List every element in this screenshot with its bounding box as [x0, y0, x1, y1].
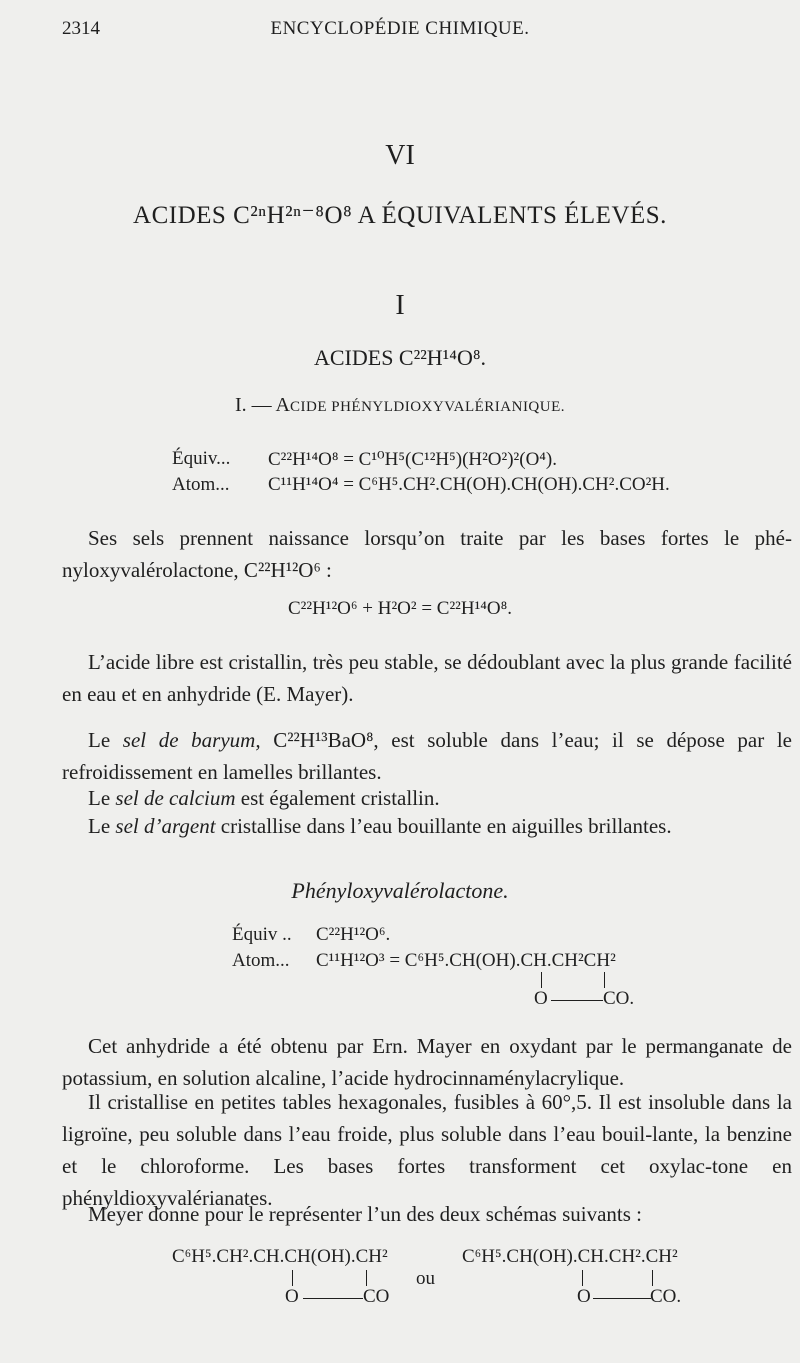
text: C²²H¹³BaO⁸, est soluble dans l’eau; il se dépose par le refroidissement en lamelles brillantes.: [62, 728, 792, 784]
salt-name-italic: sel de baryum,: [122, 728, 261, 752]
text: Le: [88, 728, 123, 752]
lactone-title: Phényloxyvalérolactone.: [291, 878, 509, 903]
page-number: 2314: [62, 18, 100, 39]
scheme-left-bond: [303, 1298, 363, 1299]
scheme-right-bond: [652, 1270, 653, 1286]
scheme-left-carbonyl: CO: [363, 1286, 390, 1307]
scheme-right-formula: C⁶H⁵.CH(OH).CH.CH².CH²: [462, 1246, 678, 1267]
lactone-atom-label: Atom...: [232, 950, 290, 971]
lactone-equiv-formula: C²²H¹²O⁶.: [316, 924, 391, 945]
paragraph-baryum: [62, 724, 792, 788]
scheme-left-bond: [292, 1270, 293, 1286]
ring-bond: [551, 1000, 603, 1001]
acid-heading-name: CIDE PHÉNYLDIOXYVALÉRIANIQUE.: [289, 399, 566, 415]
paragraph-argent: [62, 810, 792, 842]
subsection-title: ACIDES C²²H¹⁴O⁸.: [313, 345, 487, 370]
section-roman: VI: [385, 140, 415, 171]
acid-atom-formula: C¹¹H¹⁴O⁴ = C⁶H⁵.CH².CH(OH).CH(OH).CH².CO²H.: [268, 474, 670, 495]
subsection-roman: I: [395, 290, 405, 321]
text: Le: [88, 786, 116, 810]
scheme-right-carbonyl: CO.: [650, 1286, 682, 1307]
text: est également cristallin.: [235, 786, 440, 810]
lactone-atom-formula: C¹¹H¹²O³ = C⁶H⁵.CH(OH).CH.CH²CH²: [316, 950, 616, 971]
ring-oxygen: O: [534, 988, 548, 1009]
lactone-equiv-label: Équiv ..: [232, 924, 292, 945]
scheme-right-oxygen: O: [577, 1286, 591, 1307]
text: cristallise dans l’eau bouillante en aiguilles brillantes.: [215, 814, 672, 838]
scheme-or: ou: [416, 1268, 435, 1289]
scheme-left-formula: C⁶H⁵.CH².CH.CH(OH).CH²: [172, 1246, 388, 1267]
paragraph-sels: Ses sels prennent naissance lorsqu’on traite par les bases fortes le phé-nyloxyvalérolactone, C²²H¹²O⁶ :: [62, 526, 792, 582]
acid-heading-prefix: I. — A: [234, 394, 290, 416]
ring-bond: [604, 972, 605, 988]
text: Le: [88, 814, 116, 838]
equation-hydration: C²²H¹²O⁶ + H²O² = C²²H¹⁴O⁸.: [288, 598, 512, 619]
acid-equiv-label: Équiv...: [172, 448, 231, 469]
paragraph-proprietes: Il cristallise en petites tables hexagonales, fusibles à 60°,5. Il est insoluble dans la ligroïne, peu soluble dans l’eau froide, plus soluble dans l’eau bouil-lante, la benzine et le chloroforme. Les bases fortes transforment cet oxylac-tone en phényldioxyvalérianates.: [62, 1090, 792, 1210]
scheme-left-bond: [366, 1270, 367, 1286]
acid-equiv-formula: C²²H¹⁴O⁸ = C¹⁰H⁵(C¹²H⁵)(H²O²)²(O⁴).: [268, 449, 557, 470]
running-title: ENCYCLOPÉDIE CHIMIQUE.: [270, 18, 530, 39]
scheme-right-bond: [582, 1270, 583, 1286]
paragraph-obtention: Cet anhydride a été obtenu par Ern. Mayer en oxydant par le permanganate de potassium, en solution alcaline, l’acide hydrocinnaménylacrylique.: [62, 1034, 792, 1090]
acid-atom-label: Atom...: [172, 474, 230, 495]
ring-carbonyl: CO.: [603, 988, 635, 1009]
acid-heading: [0, 394, 800, 417]
salt-name-italic: sel d’argent: [115, 814, 216, 838]
paragraph-acide-libre: L’acide libre est cristallin, très peu stable, se dédoublant avec la plus grande facilité en eau et en anhydride (E. Mayer).: [62, 650, 792, 706]
ring-bond: [541, 972, 542, 988]
scheme-right-bond: [593, 1298, 651, 1299]
salt-name-italic: sel de calcium: [115, 786, 236, 810]
section-title: ACIDES C²ⁿH²ⁿ⁻⁸O⁸ A ÉQUIVALENTS ÉLEVÉS.: [133, 202, 667, 229]
scheme-left-oxygen: O: [285, 1286, 299, 1307]
paragraph-schemas: Meyer donne pour le représenter l’un des deux schémas suivants :: [88, 1202, 642, 1226]
